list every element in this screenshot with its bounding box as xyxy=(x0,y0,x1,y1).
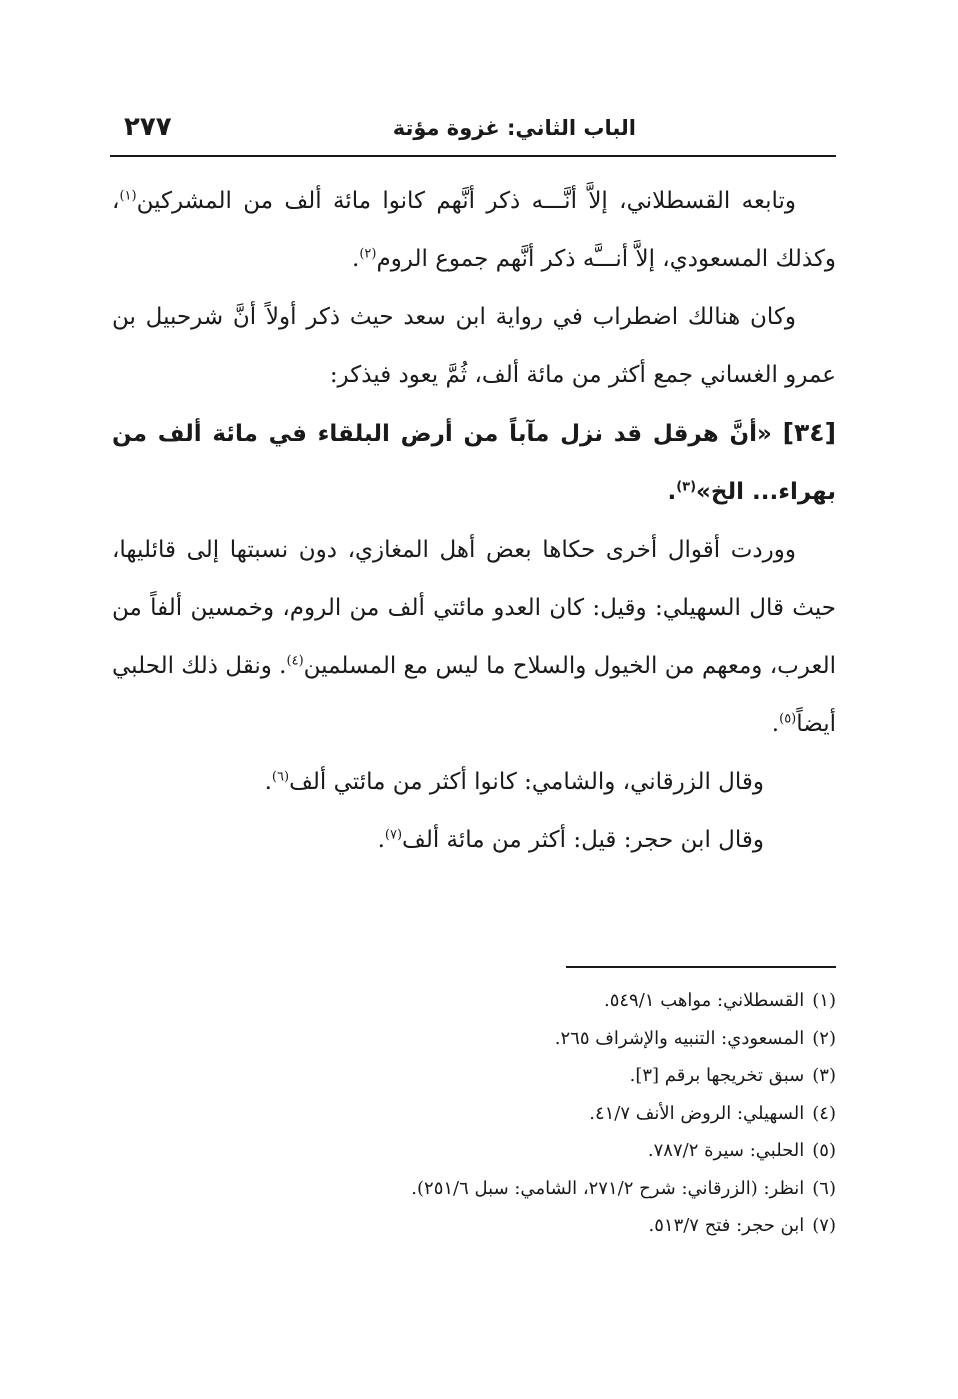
footnote-4 xyxy=(112,1095,836,1133)
footnote-text: السهيلي: الروض الأنف ٤١/٧. xyxy=(589,1102,805,1124)
footnote-ref-3: (٣) xyxy=(676,479,697,495)
page-number: ٢٧٧ xyxy=(124,112,172,142)
footnote-text: انظر: (الزرقاني: شرح ٢٧١/٢، الشامي: سبل ٢٥١/٦). xyxy=(411,1177,805,1199)
footnote-number: (١) xyxy=(812,990,836,1011)
footnote-number: (٧) xyxy=(812,1215,836,1236)
paragraph-3 xyxy=(112,521,836,753)
running-header xyxy=(110,112,836,152)
footnote-6 xyxy=(112,1170,836,1208)
footnote-ref-5: (٥) xyxy=(779,711,797,727)
footnote-divider xyxy=(566,966,836,968)
header-divider xyxy=(110,155,836,157)
paragraph-5-text: وقال ابن حجر: قيل: أكثر من مائة ألف xyxy=(402,827,764,853)
footnote-number: (٥) xyxy=(812,1140,836,1161)
quoted-narration xyxy=(112,404,836,521)
paragraph-4 xyxy=(112,753,836,811)
footnote-ref-6: (٦) xyxy=(271,769,290,785)
footnote-number: (٢) xyxy=(812,1027,836,1049)
footnote-3 xyxy=(112,1057,836,1095)
footnote-text: ابن حجر: فتح ٥١٣/٧. xyxy=(648,1215,805,1236)
footnote-text: القسطلاني: مواهب ٥٤٩/١. xyxy=(603,990,805,1011)
footnote-2 xyxy=(112,1020,836,1058)
footnotes xyxy=(112,982,836,1245)
footnote-7 xyxy=(112,1207,836,1245)
paragraph-1-end: . xyxy=(352,246,360,272)
footnote-number: (٤) xyxy=(812,1102,836,1124)
footnote-number: (٦) xyxy=(812,1177,836,1199)
paragraph-3-mid: . ونقل ذلك الحلبي أيضاً xyxy=(112,653,836,737)
paragraph-4-end: . xyxy=(264,769,272,795)
footnote-1 xyxy=(112,982,836,1020)
paragraph-4-text: وقال الزرقاني، والشامي: كانوا أكثر من مائتي ألف xyxy=(289,769,764,795)
paragraph-1-mid: ، وكذلك المسعودي، إلاَّ أنـــَّه ذكر أنَّهم جموع الروم xyxy=(112,188,836,272)
footnote-ref-1: (١) xyxy=(119,188,137,204)
paragraph-3-text: ووردت أقوال أخرى حكاها بعض أهل المغازي، دون نسبتها إلى قائليها، حيث قال السهيلي: وقيل: كان العدو مائتي ألف من الروم، وخمسين ألفاً من العرب، ومعهم من الخيول والسلاح ما ليس مع المسلمين xyxy=(112,537,836,679)
narration-number: [٣٤] xyxy=(782,418,836,447)
footnote-number: (٣) xyxy=(812,1065,836,1086)
footnote-5 xyxy=(112,1132,836,1170)
paragraph-1 xyxy=(112,172,836,288)
footnote-text: سبق تخريجها برقم [٣]. xyxy=(629,1065,805,1086)
footnote-ref-4: (٤) xyxy=(286,653,304,669)
paragraph-1-text: وتابعه القسطلاني، إلاَّ أنَّـــه ذكر أنَّهم كانوا مائة ألف من المشركين xyxy=(136,188,796,214)
footnote-text: الحلبي: سيرة ٧٨٧/٢. xyxy=(647,1140,805,1161)
footnote-ref-7: (٧) xyxy=(384,827,403,843)
paragraph-5-end: . xyxy=(377,827,385,853)
narration-end: . xyxy=(667,479,677,505)
paragraph-2-text: وكان هنالك اضطراب في رواية ابن سعد حيث ذكر أولاً أنَّ شرحبيل بن عمرو الغساني جمع أكثر من مائة ألف، ثُمَّ يعود فيذكر: xyxy=(112,304,836,388)
paragraph-3-end: . xyxy=(771,711,780,737)
footnote-ref-2: (٢) xyxy=(359,246,377,262)
footnote-text: المسعودي: التنبيه والإشراف ٢٦٥. xyxy=(554,1027,805,1049)
narration-text: «أنَّ هرقل قد نزل مآباً من أرض البلقاء في مائة ألف من بهراء... الخ» xyxy=(112,421,836,505)
main-text xyxy=(112,172,836,869)
paragraph-2 xyxy=(112,288,836,404)
chapter-title: الباب الثاني: غزوة مؤتة xyxy=(392,116,636,140)
paragraph-5 xyxy=(112,811,836,869)
